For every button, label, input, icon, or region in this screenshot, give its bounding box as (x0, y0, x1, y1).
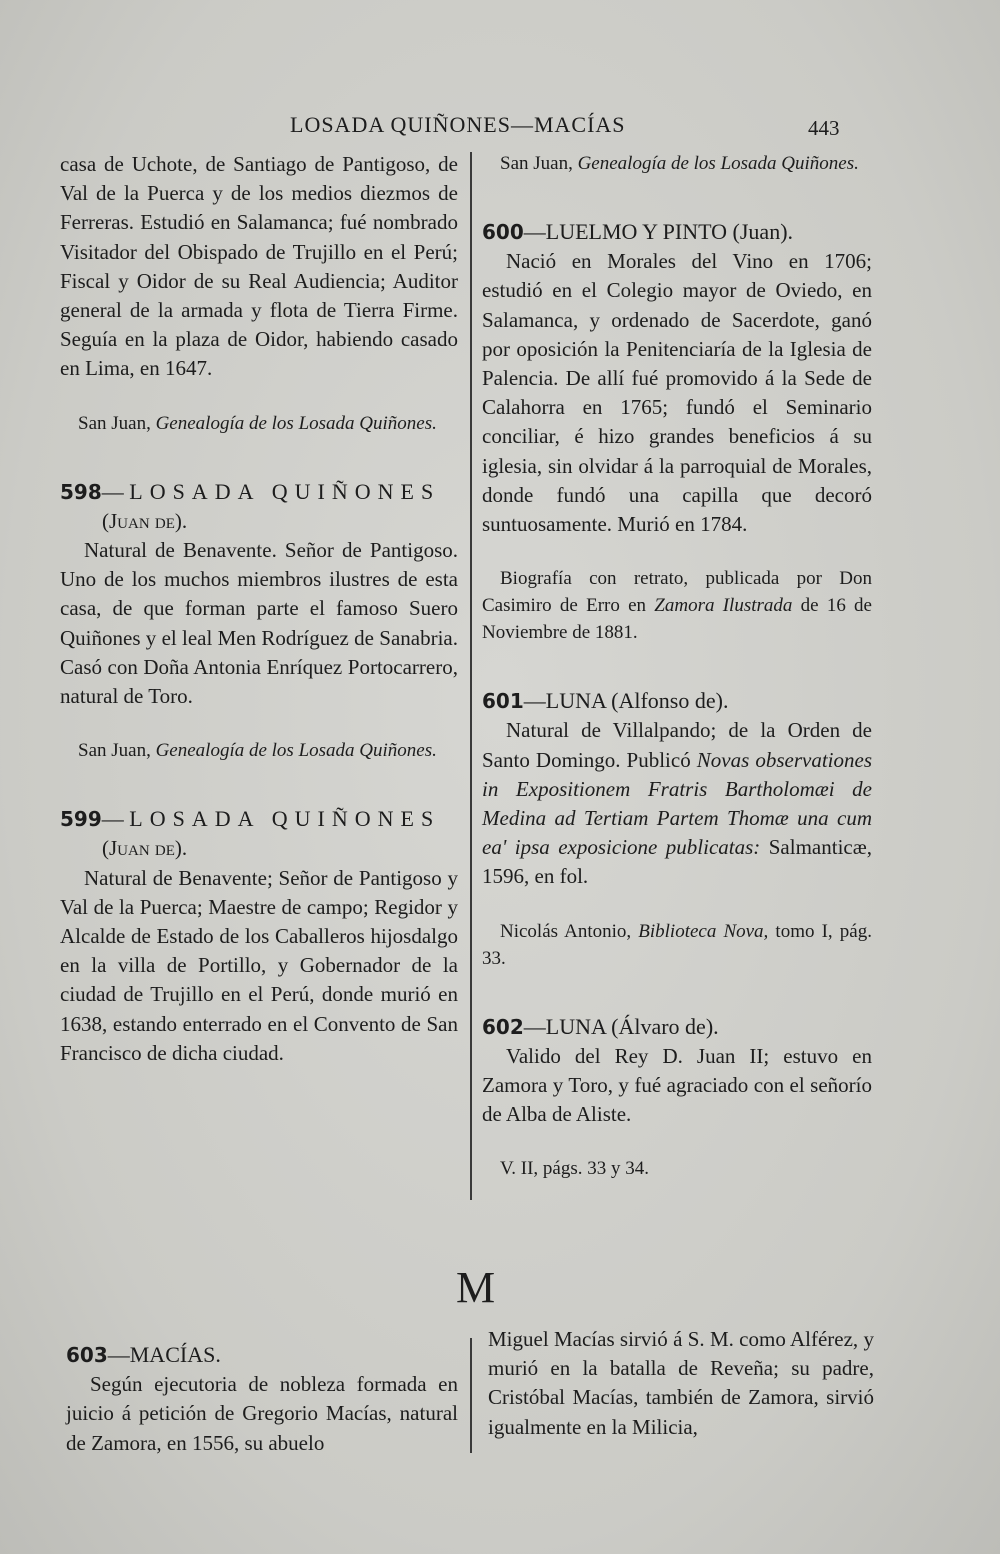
entry-number: 601 (482, 689, 524, 714)
citation (60, 737, 458, 764)
entry-title: —LUNA (Alfonso de). (523, 688, 729, 714)
citation-author: Nicolás Antonio, (500, 920, 639, 942)
citation-title: Genealogía de los Losada Quiñones. (577, 153, 859, 174)
entry-603-body: Según ejecutoria de nobleza formada en juicio á petición de Gregorio Macías, natural de Zamora, en 1556, su abuelo (66, 1372, 458, 1455)
entry-subname: (Juan de). (102, 508, 188, 533)
entry-dash: — (101, 806, 124, 832)
entry-number: 600 (482, 220, 524, 244)
column-rule (470, 152, 472, 1200)
citation-author: San Juan, (500, 153, 578, 174)
entry-number: 598 (60, 479, 102, 504)
citation-author: San Juan, (78, 740, 156, 762)
citation-text: Biografía con retrato, publicada por Don Casimiro de Erro en (482, 568, 872, 617)
entry-603-heading (66, 1340, 458, 1370)
bottom-left-column (66, 1340, 458, 1458)
entry-number: 603 (66, 1343, 108, 1367)
entry-number: 602 (482, 1014, 524, 1039)
entry-599-heading (60, 804, 458, 834)
running-head: LOSADA QUIÑONES—MACÍAS (290, 112, 626, 137)
citation (482, 150, 872, 177)
entry-602-heading (482, 1012, 872, 1042)
left-column (60, 150, 458, 1068)
entry-600-body: Nació en Morales del Vino en 1706; estudió en el Colegio mayor de Oviedo, en Salamanca, y ordenado de Sacerdote, ganó por oposición la Penitenciaría de la Iglesia de Palencia. De allí fué promovido á la Sede de Calahorra en 1765; fundó el Seminario conciliar, é hizo grandes beneficios á su iglesia, sin olvidar á la parroquial de Morales, donde fundó una capilla que decoró suntuosamente. Murió en 1784. (482, 249, 872, 537)
citation-title: Genealogía de los Losada Quiñones. (155, 412, 437, 434)
entry-597-continuation: casa de Uchote, de Santiago de Pantigoso, de Val de la Puerca y de los medios diezmos de Ferreras. Estudió en Salamanca; fué nombrado Visitador del Obispado de Trujillo en el Perú; Fiscal y Oidor de su Real Audiencia; Auditor general de la armada y flota de Tierra Firme. Seguía en la plaza de Oidor, habiendo casado en Lima, en 1647. (60, 152, 458, 381)
citation-date: de 16 de Noviembre de 1881. (482, 595, 872, 644)
citation-ref: tomo I, pág. 33. (482, 920, 872, 969)
citation (60, 410, 458, 437)
entry-title: —MACÍAS. (107, 1342, 221, 1367)
entry-599-body: Natural de Benavente; Señor de Pantigoso y Val de la Puerca; Maestre de campo; Regidor y Alcalde de Estado de los Caballeros hijosdalgo en la villa de Portillo, y Gobernador de la ciudad de Trujillo en el Perú, donde murió en 1638, estando enterrado en el Convento de San Francisco de dicha ciudad. (60, 865, 458, 1065)
column-rule-bottom (470, 1338, 472, 1453)
citation-title: Genealogía de los Losada Quiñones. (155, 740, 437, 762)
citation (482, 565, 872, 646)
citation (482, 918, 872, 972)
entry-600-heading (482, 217, 872, 247)
entry-601-heading (482, 686, 872, 716)
entry-name: LOSADA QUIÑONES (129, 806, 441, 832)
entry-603-continuation: Miguel Macías sirvió á S. M. como Alférez, y murió en la batalla de Reveña; su padre, Cristóbal Macías, también de Zamora, sirvió igualmente en la Milicia, (488, 1327, 874, 1439)
entry-text: Natural de Villalpando; de la Orden de Santo Domingo. Publicó (482, 718, 872, 772)
entry-598-body: Natural de Benavente. Señor de Pantigoso. Uno de los muchos miembros ilustres de esta casa, de que forman parte el famoso Suero Quiñones y el leal Men Rodríguez de Sanabria. Casó con Doña Antonia Enríquez Portocarrero, natural de Toro. (60, 538, 458, 709)
citation-title: Zamora Ilustrada (654, 595, 793, 617)
entry-subname: (Juan de). (102, 836, 188, 861)
citation-title: Biblioteca Nova, (638, 920, 769, 942)
entry-dash: — (101, 478, 124, 504)
citation-author: San Juan, (78, 412, 156, 434)
entry-number: 599 (60, 807, 102, 832)
entry-598-heading (60, 477, 458, 507)
entry-601-body (482, 716, 872, 891)
work-title: Novas observationes in Expositionem Fratris Bartholomæi de Medina ad Tertiam Partem Thomæ una cum ea' ipsa exposicione publicatas: (482, 747, 872, 860)
entry-title: —LUNA (Álvaro de). (523, 1013, 719, 1039)
right-column (482, 150, 872, 1182)
citation: V. II, págs. 33 y 34. (500, 1158, 650, 1180)
page-number: 443 (808, 116, 840, 140)
section-letter: M (456, 1263, 496, 1312)
entry-602-body: Valido del Rey D. Juan II; estuvo en Zamora y Toro, y fué agraciado con el señorío de Alba de Aliste. (482, 1043, 872, 1127)
entry-text: Salmanticæ, 1596, en fol. (482, 835, 872, 889)
entry-name: LOSADA QUIÑONES (129, 478, 441, 504)
bottom-right-column (488, 1325, 874, 1442)
entry-title: —LUELMO Y PINTO (Juan). (523, 219, 794, 244)
